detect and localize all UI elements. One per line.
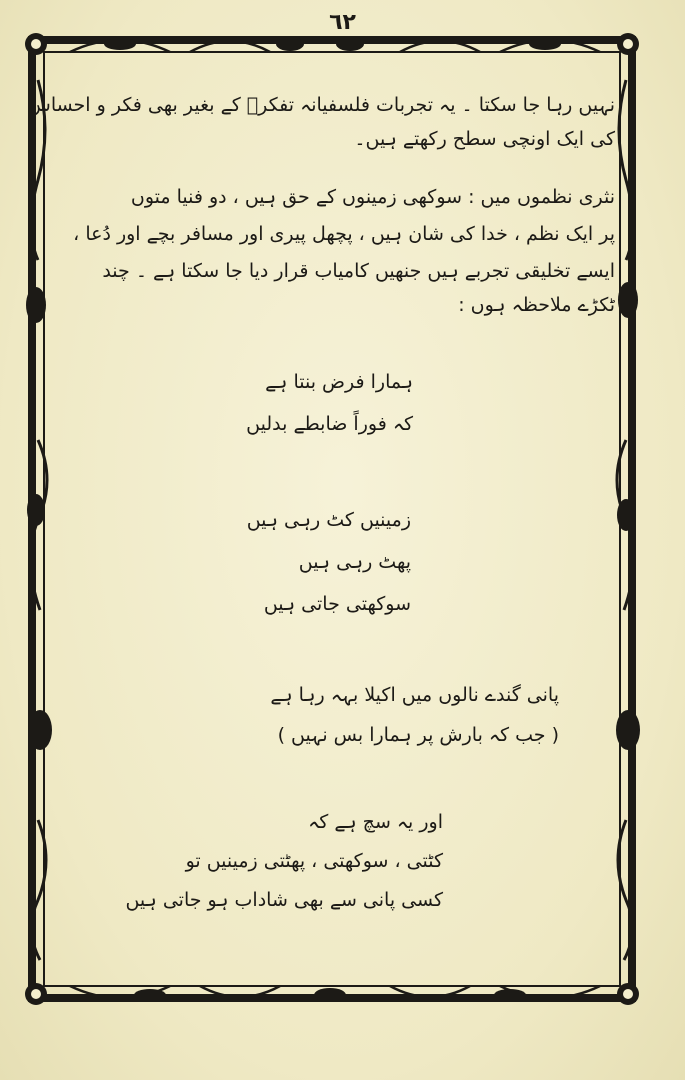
verse-line: کہ فوراً ضابطے بدلیں [246,413,413,435]
poem-stanza-4 [125,812,443,910]
verse-line: زمینیں کٹ رہی ہیں [246,509,411,531]
verse-line: اور یہ سچ ہے کہ [308,811,443,833]
verse-line: کسی پانی سے بھی شاداب ہو جاتی ہیں [125,889,443,911]
verse-line: کٹتی ، سوکھتی ، پھٹتی زمینیں تو [185,850,443,872]
prose-line: نہیں رہا جا سکتا ۔ یہ تجربات فلسفیانہ تفکرؔ کے بغیر بھی فکر و احساس [27,94,615,116]
poem-stanza-3 [270,685,559,745]
prose-paragraph-2 [55,187,615,315]
prose-line: ٹکڑے ملاحظہ ہوں : [458,294,615,316]
prose-paragraph-1 [27,94,615,150]
verse-line: پھٹ رہی ہیں [298,551,411,573]
poem-stanza-1 [246,372,413,434]
verse-line: ( جب کہ بارش پر ہمارا بس نہیں ) [277,724,559,746]
verse-line: ہمارا فرض بنتا ہے [265,371,413,393]
prose-line: نثری نظموں میں : سوکھی زمینوں کے حق ہیں ، دو فنیا متوں [130,186,615,208]
prose-line: پر ایک نظم ، خدا کی شان ہیں ، پچھل پیری اور مسافر بچے اور دُعا ، [73,223,615,245]
poem-stanza-2 [247,510,411,614]
prose-line: ایسے تخلیقی تجربے ہیں جنھیں کامیاب قرار دیا جا سکتا ہے ۔ چند [102,260,615,282]
verse-line: پانی گندے نالوں میں اکیلا بہہ رہا ہے [270,684,559,706]
page-number: ٦٢ [329,10,356,35]
verse-line: سوکھتی جاتی ہیں [263,593,411,615]
prose-line: کی ایک اونچی سطح رکھتے ہیں۔ [354,128,615,150]
